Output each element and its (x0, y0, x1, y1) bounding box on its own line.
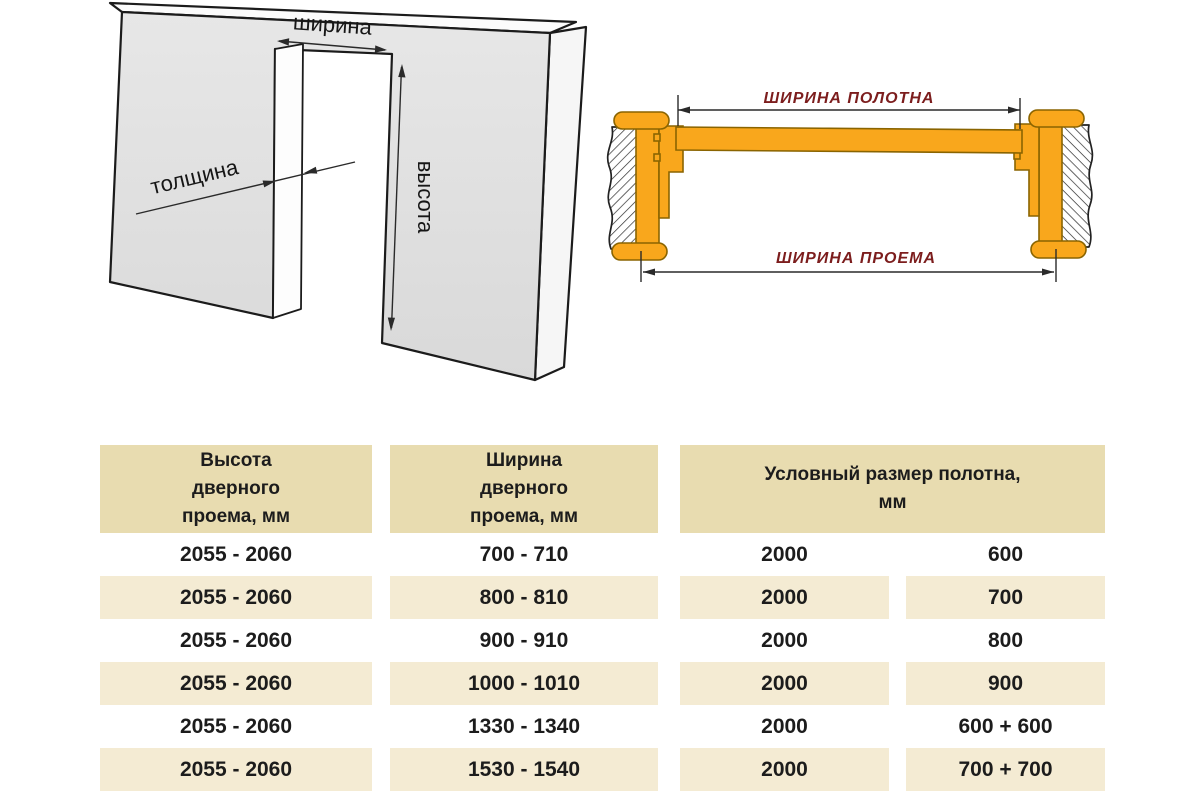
left-jamb-notch (654, 134, 660, 141)
table-header (100, 445, 1105, 533)
header-line: мм (878, 492, 907, 513)
cell-leaf-width: 600 (987, 542, 1024, 566)
table-row (100, 533, 1105, 576)
opening-width-label: ШИРИНА ПРОЕМА (775, 250, 937, 267)
header-opening-height (100, 445, 372, 533)
width-label: ширина (292, 9, 373, 40)
header-opening-width (390, 445, 658, 533)
cell-leaf-width: 900 (906, 662, 1105, 705)
header-line: дверного (479, 478, 568, 499)
cell-opening-width: 1000 - 1010 (390, 662, 658, 705)
table-row (100, 748, 1105, 791)
left-casing-top (614, 112, 669, 129)
left-jamb-notch (654, 154, 660, 161)
table-row (100, 662, 1105, 705)
dim-opening-width (641, 249, 1056, 282)
cell-opening-width: 900 - 910 (479, 628, 569, 652)
cell-leaf-height: 2000 (680, 662, 889, 705)
header-line: дверного (191, 478, 280, 499)
door-frame-parts (612, 110, 1086, 260)
cell-opening-height: 2055 - 2060 (100, 576, 372, 619)
right-casing-top (1029, 110, 1084, 127)
dim-leaf-width (678, 90, 1020, 129)
cell-opening-height: 2055 - 2060 (179, 628, 293, 652)
door-leaf (676, 127, 1022, 153)
right-casing-bottom (1031, 241, 1086, 258)
cell-opening-height: 2055 - 2060 (100, 662, 372, 705)
cell-leaf-width: 700 (906, 576, 1105, 619)
header-line: проема, мм (181, 506, 291, 527)
cell-opening-height: 2055 - 2060 (179, 714, 293, 738)
cell-leaf-height: 2000 (761, 714, 808, 738)
cell-opening-width: 700 - 710 (479, 542, 569, 566)
cell-leaf-height: 2000 (761, 542, 808, 566)
height-label: высота (413, 160, 438, 234)
door-sizes-table (100, 445, 1105, 791)
cell-leaf-width: 700 + 700 (906, 748, 1105, 791)
cell-leaf-height: 2000 (680, 748, 889, 791)
table-row (100, 619, 1105, 662)
cell-opening-height: 2055 - 2060 (100, 748, 372, 791)
wall-opening-3d-diagram (60, 0, 620, 420)
table-row (100, 705, 1105, 748)
cell-opening-height: 2055 - 2060 (179, 542, 293, 566)
leaf-width-label: ШИРИНА ПОЛОТНА (763, 90, 935, 107)
wall-front-face (110, 12, 550, 380)
header-line: Высота (200, 450, 272, 471)
left-casing-bottom (612, 243, 667, 260)
header-line: проема, мм (469, 506, 579, 527)
door-frame-section-diagram (590, 55, 1110, 300)
left-jamb-strip (636, 125, 659, 251)
cell-leaf-height: 2000 (680, 576, 889, 619)
cell-opening-width: 1330 - 1340 (467, 714, 581, 738)
table-row (100, 576, 1105, 619)
header-leaf-size (680, 445, 1105, 533)
thickness-label: толщина (147, 154, 241, 200)
header-line: Ширина (485, 450, 563, 471)
cell-opening-width: 800 - 810 (390, 576, 658, 619)
cell-leaf-width: 800 (987, 628, 1024, 652)
cell-opening-width: 1530 - 1540 (390, 748, 658, 791)
right-jamb-strip (1039, 123, 1062, 249)
cell-leaf-width: 600 + 600 (958, 714, 1053, 738)
cell-leaf-height: 2000 (761, 628, 808, 652)
header-line: Условный размер полотна, (764, 464, 1021, 485)
